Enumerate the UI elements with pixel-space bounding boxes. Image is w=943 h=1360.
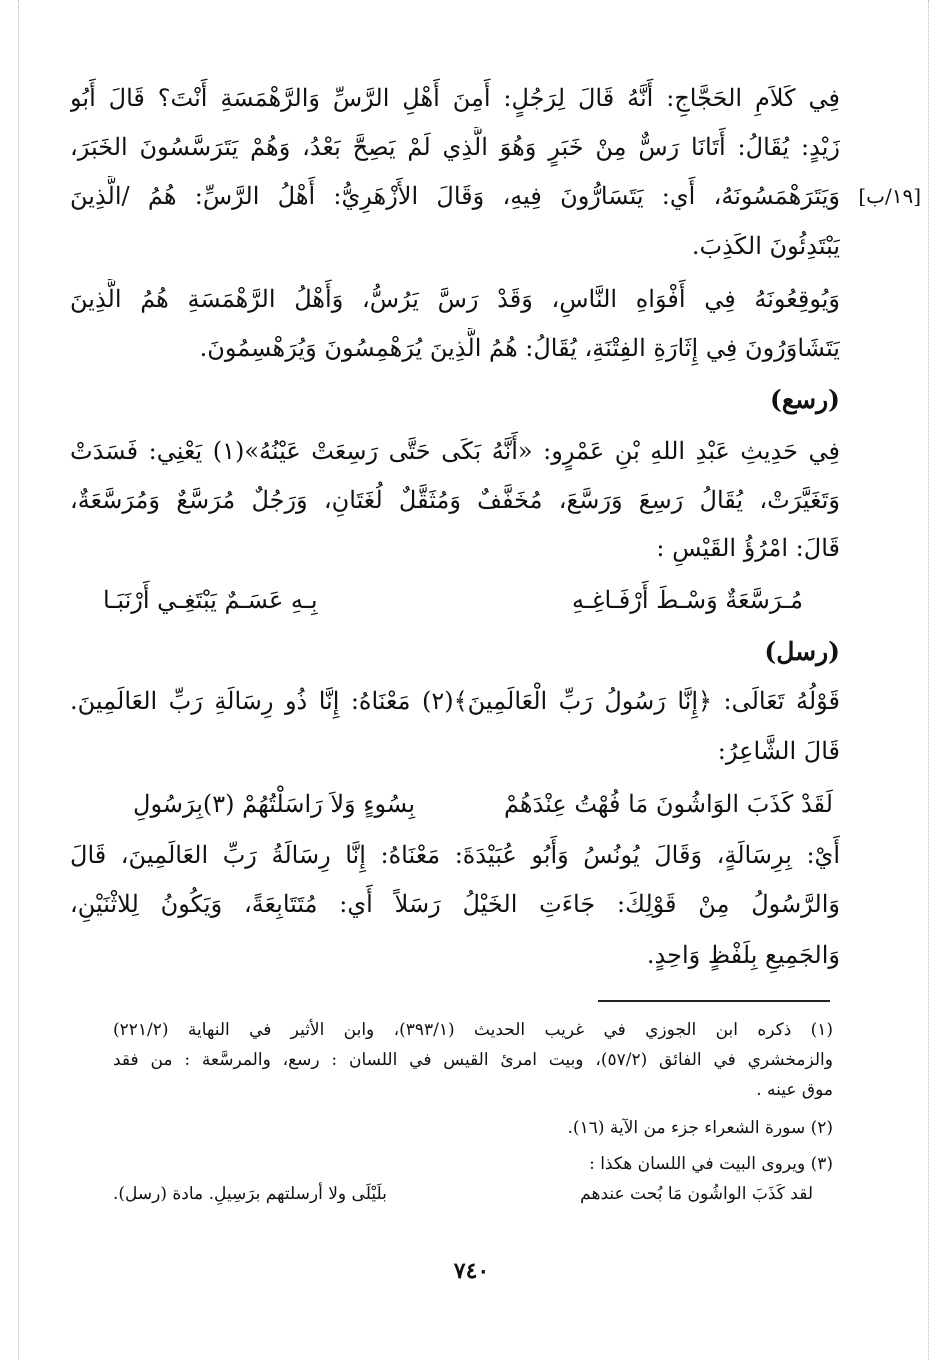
page-number: ٧٤٠ (453, 1258, 490, 1284)
body-line: قَوْلُهُ تَعَالَى: ﴿إِنَّا رَسُولُ رَبِّ الْعَالَمِينَ﴾(٢) مَعْنَاهُ: إِنَّا ذُو رِسَالَةِ رَبِّ العَالَمِينَ. (70, 687, 840, 715)
verse-hemistich-second: بِسُوءٍ وَلاَ رَاسَلْتُهُمْ (٣)بِرَسُولِ (133, 790, 416, 818)
footnote-3-verse (113, 1180, 813, 1208)
body-line: وَالرَّسُولُ مِنْ قَوْلِكَ: جَاءَتِ الخَيْلُ رَسَلاً أَي: مُتَتَابِعَةً، وَيَكُونُ لِلاثْنَيْنِ، (70, 890, 840, 918)
body-line: وَتَغَيَّرَتْ، يُقَالُ رَسِعَ وَرَسَّعَ، مُخَفَّفٌ وَمُثَقَّلٌ لُغَتَانِ، وَرَجُلٌ مُرَسَّعٌ وَمُرَسَّعَةٌ، (70, 486, 840, 514)
footnote-verse-first: لقد كَذَبَ الواشُون مَا بُحت عندهم (580, 1184, 813, 1204)
body-line: أَيْ: بِرِسَالَةٍ، وَقَالَ يُونُسُ وَأَبُو عُبَيْدَةَ: مَعْنَاهُ: إِنَّا رِسَالَةُ رَبِّ العَالَمِينَ، قَالَ (70, 841, 840, 869)
body-line: قَالَ: امْرُؤُ القَيْسِ : (656, 534, 840, 562)
body-line: وَيُوقِعُونَهُ فِي أَفْوَاهِ النَّاسِ، وَقَدْ رَسَّ يَرُسُّ، وَأَهْلُ الرَّهْمَسَةِ هُمُ الَّذِينَ (70, 285, 840, 313)
verse-imru-al-qais (103, 580, 803, 620)
footnote-2: (٢) سورة الشعراء جزء من الآية (١٦). (567, 1118, 833, 1138)
footnote-3: (٣) ويروى البيت في اللسان هكذا : (589, 1154, 833, 1174)
body-line: يَبْتَدِئُونَ الكَذِبَ. (691, 232, 840, 260)
footnote-verse-second: بلَيْلَى ولا أرسلتهم برَسِيلِ. مادة (رسل). (113, 1184, 387, 1204)
entry-heading-rasa: (رسع) (770, 385, 840, 414)
verse-poet (133, 784, 833, 824)
body-line: زَيْدٍ: يُقَالُ: أَتَانَا رَسٌّ مِنْ خَبَرٍ وَهُوَ الَّذِي لَمْ يَصِحَّ بَعْدُ، وَهُمْ يَتَرَسَّسُونَ الخَبَرَ، (70, 133, 840, 161)
footnote-1-line: (١) ذكره ابن الجوزي في غريب الحديث (٣٩٣/١)، وابن الأثير في النهاية (٢٢١/٢) (113, 1020, 833, 1040)
entry-heading-rasal: (رسل) (764, 637, 840, 666)
body-line: فِي حَدِيثِ عَبْدِ اللهِ بْنِ عَمْرٍو: «أَنَّهُ بَكَى حَتَّى رَسِعَتْ عَيْنُهُ»(١) يَعْنِي: فَسَدَتْ (70, 437, 840, 465)
verse-hemistich-first: لَقَدْ كَذَبَ الوَاشُونَ مَا فُهْتُ عِنْدَهُمْ (503, 790, 833, 818)
page-right-edge (928, 0, 929, 1360)
footnote-1-line: والزمخشري في الفائق (٥٧/٢)، وبيت امرئ القيس في اللسان : رسع، والمرسَّعة : من فقد (113, 1050, 833, 1070)
verse-hemistich-first: مُـرَسَّعَةٌ وَسْـطَ أَرْفَـاغِـهِ (572, 586, 803, 614)
verse-hemistich-second: بِـهِ عَسَـمٌ يَبْتَغِـي أَرْنَبَـا (103, 586, 318, 614)
margin-folio-note: [١٩/ب] (858, 184, 921, 208)
page-left-edge (18, 0, 19, 1360)
body-line: وَالجَمِيعِ بِلَفْظٍ وَاحِدٍ. (646, 941, 840, 969)
body-line: فِي كَلاَمِ الحَجَّاجِ: أَنَّهُ قَالَ لِرَجُلٍ: أَمِنَ أَهْلِ الرَّسِّ وَالرَّهْمَسَةِ أَنْتَ؟ قَالَ أَبُو (70, 84, 840, 112)
body-line: وَيَتَرَهْمَسُونَهُ، أَي: يَتَسَارُّونَ فِيهِ، وَقَالَ الأَزْهَرِيُّ: أَهْلُ الرَّسِّ: هُمُ /الَّذِينَ (70, 182, 840, 210)
body-line: قَالَ الشَّاعِرُ: (717, 737, 840, 765)
footnote-1-line: موق عينه . (756, 1080, 833, 1100)
body-line: يَتَشَاوَرُونَ فِي إِثَارَةِ الفِتْنَةِ، يُقَالُ: هُمُ الَّذِينَ يُرَهْمِسُونَ وَيُرَهْسِمُونَ. (199, 334, 840, 362)
footnote-separator (598, 1000, 830, 1002)
